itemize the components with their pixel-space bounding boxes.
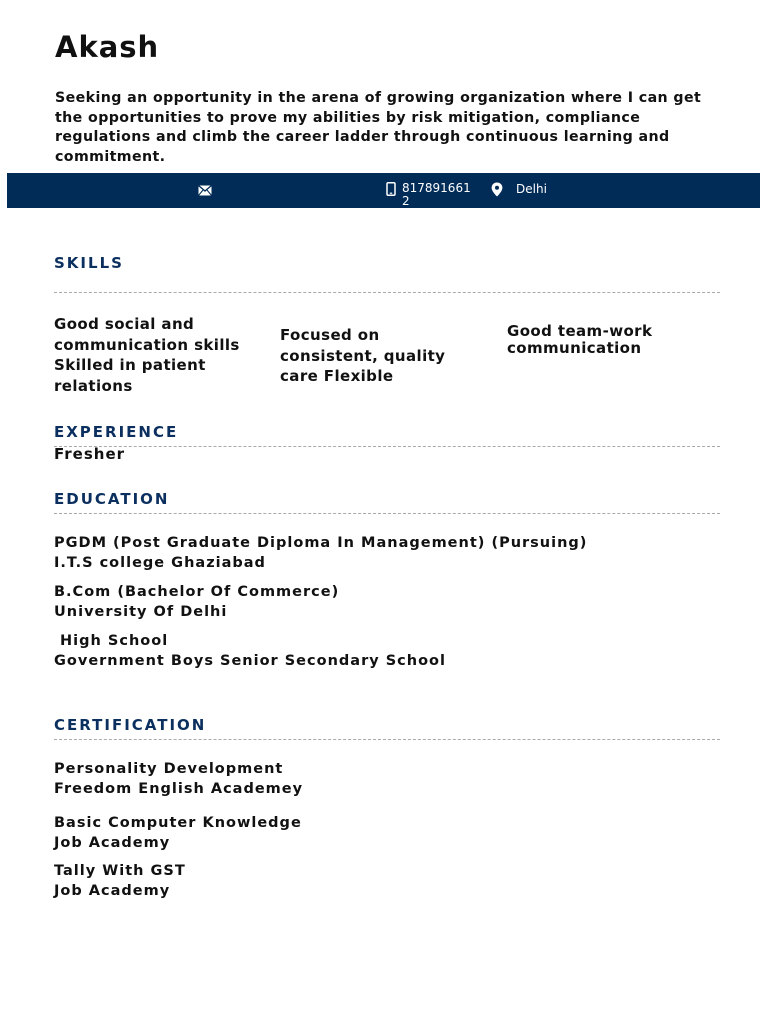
skills-heading: SKILLS (54, 254, 124, 272)
envelope-icon[interactable] (198, 185, 212, 196)
certificate-issuer: Job Academy (54, 834, 171, 851)
education-divider (54, 513, 720, 514)
certificate-name: Tally With GST (54, 863, 186, 879)
institution-name: I.T.S college Ghaziabad (54, 554, 266, 571)
contact-bar (7, 173, 760, 208)
education-entry (54, 534, 587, 573)
mobile-phone-icon (386, 182, 396, 196)
career-objective: Seeking an opportunity in the arena of growing organization where I can get the opportunities to prove my abilities by risk mitigation, compliance regulations and climb the career ladder through continuous learning and commitment. (55, 90, 702, 165)
certification-entry (54, 814, 302, 853)
experience-divider (54, 446, 720, 447)
experience-heading: EXPERIENCE (54, 423, 179, 441)
certificate-issuer: Freedom English Academey (54, 780, 304, 797)
institution-name: University Of Delhi (54, 603, 228, 620)
candidate-name: Akash (55, 30, 160, 64)
phone-number[interactable]: 8178916612 (402, 181, 471, 208)
degree-name: B.Com (Bachelor Of Commerce) (54, 584, 340, 600)
map-pin-icon (491, 182, 503, 197)
degree-name: PGDM (Post Graduate Diploma In Management) (Pursuing) (54, 535, 588, 551)
skill-item: Focused on consistent, quality care Flexible (280, 326, 446, 385)
education-entry (54, 632, 446, 671)
experience-text: Fresher (54, 445, 126, 463)
certification-entry (54, 760, 303, 799)
location: Delhi (516, 182, 547, 196)
certification-divider (54, 739, 720, 740)
education-entry (54, 583, 339, 622)
skill-item: Good team-work communication (507, 322, 653, 357)
education-heading: EDUCATION (54, 490, 170, 508)
skill-item: Good social and communication skills Skilled in patient relations (54, 315, 240, 395)
certificate-name: Basic Computer Knowledge (54, 815, 302, 831)
certification-heading: CERTIFICATION (54, 716, 207, 734)
certification-entry (54, 862, 186, 901)
skills-divider (54, 292, 720, 293)
certificate-issuer: Job Academy (54, 882, 171, 899)
degree-name: High School (54, 633, 169, 649)
institution-name: Government Boys Senior Secondary School (54, 652, 446, 669)
certificate-name: Personality Development (54, 761, 284, 777)
